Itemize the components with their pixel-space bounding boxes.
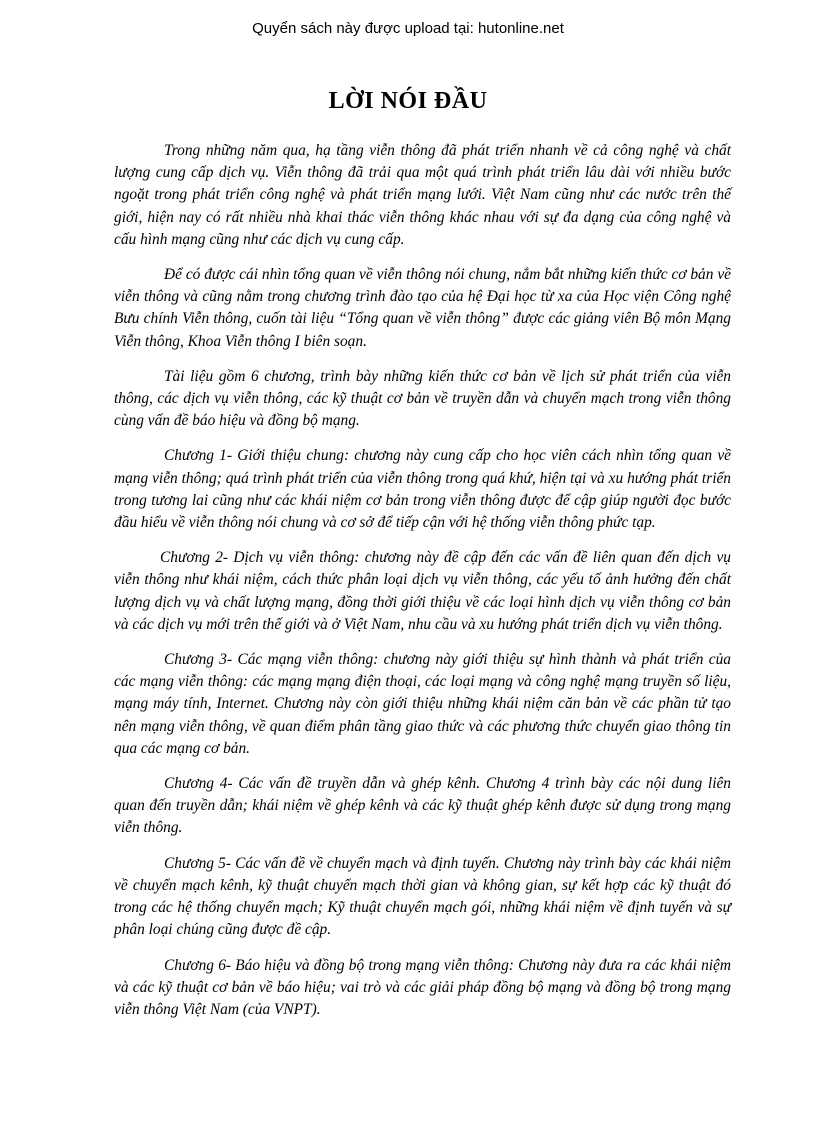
page-title: LỜI NÓI ĐẦU <box>328 88 488 114</box>
paragraph-chapter-1: Chương 1- Giới thiệu chung: chương này cung cấp cho học viên cách nhìn tổng quan về mạng viễn thông; quá trình phát triển của viễn thông trong quá khứ, hiện tại và xu hướng phát triển trong tương lai cũng như các khái niệm cơ bản trong viễn thông được để cập giúp người đọc bước đầu hiểu về viễn thông nói chung và cơ sở để tiếp cận với hệ thống viễn thông phức tạp. <box>114 447 731 532</box>
paragraph-chapter-6: Chương 6- Báo hiệu và đồng bộ trong mạng viễn thông: Chương này đưa ra các khái niệm và các kỹ thuật cơ bản về báo hiệu; vai trò và các giải pháp đồng bộ mạng và đồng bộ trong mạng viễn thông Việt Nam (của VNPT). <box>114 956 731 1018</box>
upload-watermark: Quyển sách này được upload tại: hutonline.net <box>252 20 564 37</box>
preface-body <box>114 140 731 1034</box>
paragraph-chapter-5: Chương 5- Các vấn đề về chuyển mạch và định tuyến. Chương này trình bày các khái niệm về chuyển mạch kênh, kỹ thuật chuyển mạch thời gian và không gian, sự kết hợp các kỹ thuật đó trong các hệ thống chuyển mạch; Kỹ thuật chuyển mạch gói, những khái niệm về định tuyến và sự phân loại chúng cũng được đề cập. <box>114 854 731 939</box>
paragraph-chapter-4: Chương 4- Các vấn đề truyền dẫn và ghép kênh. Chương 4 trình bày các nội dung liên quan đến truyền dẫn; khái niệm về ghép kênh và các kỹ thuật ghép kênh được sử dụng trong mạng viễn thông. <box>114 775 731 837</box>
paragraph-overview: Tài liệu gồm 6 chương, trình bày những kiến thức cơ bản về lịch sử phát triển của viễn thông, các dịch vụ viễn thông, các kỹ thuật cơ bản về truyền dẫn và chuyển mạch trong viễn thông cùng vấn đề báo hiệu và đồng bộ mạng. <box>114 367 731 430</box>
paragraph-purpose: Để có được cái nhìn tổng quan về viễn thông nói chung, nắm bắt những kiến thức cơ bản về viễn thông và cũng nằm trong chương trình đào tạo của hệ Đại học từ xa của Học viện Công nghệ Bưu chính Viễn thông, cuốn tài liệu “Tổng quan về viễn thông” được các giảng viên Bộ môn Mạng Viễn thông, Khoa Viễn thông I biên soạn. <box>114 266 731 350</box>
paragraph-chapter-2: Chương 2- Dịch vụ viễn thông: chương này đề cập đến các vấn đề liên quan đến dịch vụ viễn thông như khái niệm, cách thức phân loại dịch vụ viễn thông, các yếu tố ảnh hưởng đến chất lượng dịch vụ và chất lượng mạng, đồng thời giới thiệu về các loại hình dịch vụ viễn thông cơ bản và các dịch vụ mới trên thế giới và ở Việt Nam, nhu cầu và xu hướng phát triển dịch vụ viễn thông. <box>114 549 731 633</box>
paragraph-intro: Trong những năm qua, hạ tầng viễn thông đã phát triển nhanh về cả công nghệ và chất lượng cung cấp dịch vụ. Viễn thông đã trải qua một quá trình phát triển lâu dài với nhiều bước ngoặt trong phát triển công nghệ và phát triển mạng lưới. Việt Nam cũng như các nước trên thế giới, hiện nay có rất nhiều nhà khai thác viễn thông khác nhau với sự đa dạng của công nghệ và cấu hình mạng cũng như các dịch vụ cung cấp. <box>114 142 731 248</box>
paragraph-chapter-3: Chương 3- Các mạng viễn thông: chương này giới thiệu sự hình thành và phát triển của các mạng viễn thông: các mạng mạng điện thoại, các loại mạng và công nghệ mạng truyền số liệu, mạng máy tính, Internet. Chương này còn giới thiệu những khái niệm căn bản về các phần tử tạo nên mạng viễn thông, về quan điểm phân tầng giao thức và các phương thức chuyển giao thông tin qua các mạng cơ bản. <box>114 651 731 757</box>
